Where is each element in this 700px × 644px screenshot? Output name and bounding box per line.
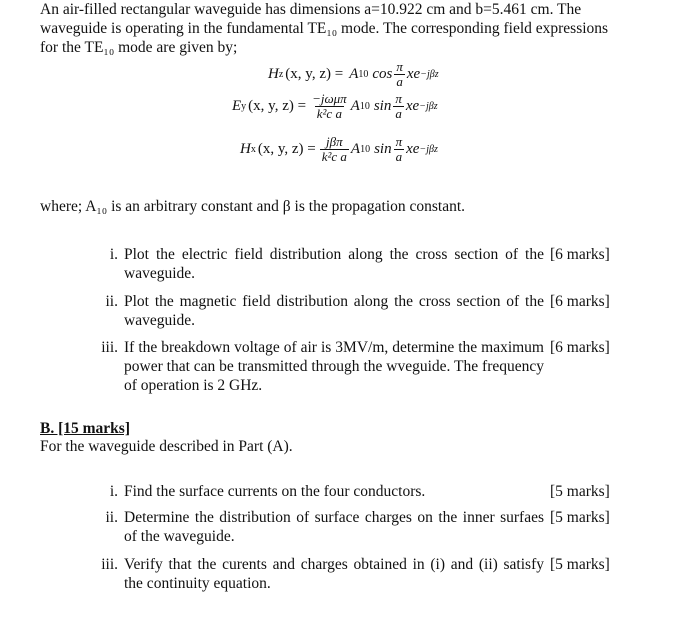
eq2-frac-num: π bbox=[395, 91, 402, 106]
eq3-pre-num: jβπ bbox=[326, 134, 343, 149]
eq2-lhs: E bbox=[232, 98, 242, 114]
eq3-pre-den: k²c a bbox=[321, 149, 347, 164]
partA-item-2 bbox=[84, 292, 624, 330]
partA-item-2-num: ii. bbox=[105, 293, 118, 310]
partB-item-2-num: ii. bbox=[105, 509, 118, 526]
partA-item-1-text: Plot the electric field distribution along the cross section of the waveguide. bbox=[124, 246, 544, 282]
partB-item-3-marks: [5 marks] bbox=[550, 556, 610, 573]
eq1-tail: xe bbox=[406, 66, 421, 82]
partA-item-3 bbox=[84, 338, 624, 395]
eq1-frac-num: π bbox=[396, 59, 403, 74]
equation-hz: H z (x, y, z) = A 10 cos $\frac{\pi}{a}$ xe −jβz bbox=[268, 59, 439, 89]
eq2-frac-den: a bbox=[395, 106, 402, 121]
eq3-coef: A bbox=[350, 141, 361, 157]
partB-item-2-marks: [5 marks] bbox=[550, 509, 610, 526]
eq3-frac-den: a bbox=[395, 149, 403, 164]
eq3-tail: xe bbox=[406, 141, 420, 157]
eq2-pre-num: −jωμπ bbox=[312, 91, 347, 106]
partB-item-2-text: Determine the distribution of surface charges on the inner surfaes of the waveguide. bbox=[124, 509, 544, 545]
where-statement: where; A₁₀ is an arbitrary constant and β is the propagation constant. bbox=[40, 198, 466, 215]
partA-item-1-marks: [6 marks] bbox=[550, 246, 610, 263]
eq2-tail: xe bbox=[405, 98, 420, 114]
partA-item-1 bbox=[84, 245, 624, 283]
eq3-fraction bbox=[394, 135, 405, 164]
intro-paragraph bbox=[40, 0, 665, 57]
intro-line-1: An air-filled rectangular waveguide has dimensions a=10.922 cm and b=5.461 cm. The bbox=[40, 1, 582, 18]
partB-item-1-marks: [5 marks] bbox=[550, 483, 610, 500]
partB-item-3-text: Verify that the curents and charges obtained in (i) and (ii) satisfy the continuity equation. bbox=[124, 556, 544, 592]
eq2-pre-den: k²c a bbox=[316, 106, 342, 121]
partA-item-2-marks: [6 marks] bbox=[550, 293, 610, 310]
eq3-func: sin bbox=[374, 141, 392, 157]
equation-ey: E y (x, y, z) = $\frac{\text{−jωμπ}}{\text{k²c a}}$ A 10 sin $\frac{\pi}{a}$ xe −jβz bbox=[232, 91, 438, 121]
partB-item-2 bbox=[84, 508, 624, 546]
eq2-func: sin bbox=[373, 98, 392, 114]
eq1-func: cos bbox=[372, 66, 393, 82]
eq2-coef: A bbox=[350, 98, 360, 114]
partA-item-2-text: Plot the magnetic field distribution along the cross section of the waveguide. bbox=[124, 293, 544, 329]
intro-line-2: waveguide is operating in the fundamental TE₁₀ mode. The corresponding field expressions bbox=[40, 20, 609, 37]
partB-item-1-text: Find the surface currents on the four conductors. bbox=[124, 483, 426, 500]
eq3-prefactor bbox=[320, 135, 349, 164]
eq1-args: (x, y, z) = bbox=[285, 66, 344, 82]
eq1-frac-den: a bbox=[396, 74, 403, 89]
partB-item-3-num: iii. bbox=[101, 556, 118, 573]
partA-item-3-text: If the breakdown voltage of air is 3MV/m, determine the maximum power that can be transmitted through the wveguide. The frequency of operation is 2 GHz. bbox=[124, 339, 544, 394]
eq1-coef: A bbox=[349, 66, 359, 82]
partA-item-1-num: i. bbox=[109, 246, 118, 263]
eq3-args: (x, y, z) = bbox=[257, 141, 316, 157]
eq1-lhs: H bbox=[268, 66, 279, 82]
section-b-subtitle: For the waveguide described in Part (A). bbox=[40, 438, 293, 455]
eq3-frac-num: π bbox=[395, 134, 403, 149]
eq2-args: (x, y, z) = bbox=[248, 98, 307, 114]
eq2-fraction bbox=[393, 92, 404, 121]
partB-item-1 bbox=[84, 482, 624, 501]
eq2-prefactor bbox=[310, 92, 349, 121]
eq1-fraction bbox=[394, 60, 405, 89]
section-b-heading: B. [15 marks] bbox=[40, 420, 130, 437]
partA-item-3-marks: [6 marks] bbox=[550, 339, 610, 356]
eq3-lhs: H bbox=[240, 141, 251, 157]
partB-item-1-num: i. bbox=[109, 483, 118, 500]
intro-line-3: for the TE₁₀ mode are given by; bbox=[40, 39, 238, 56]
partB-item-3 bbox=[84, 555, 624, 593]
partA-item-3-num: iii. bbox=[101, 339, 118, 356]
equation-hx: H x (x, y, z) = $\frac{\text{jβπ}}{\text{k²c a}}$ A 10 sin $\frac{\pi}{a}$ xe −jβz bbox=[240, 134, 438, 164]
